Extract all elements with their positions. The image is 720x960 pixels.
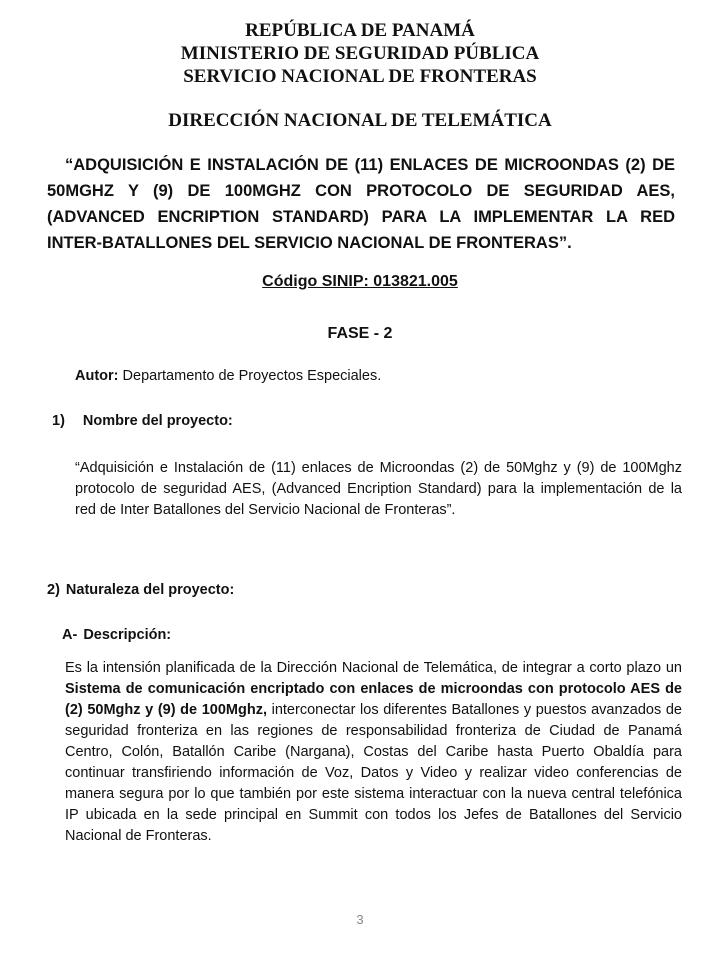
header-ministry: MINISTERIO DE SEGURIDAD PÚBLICA [180, 43, 540, 64]
header-country: REPÚBLICA DE PANAMÁ [245, 20, 475, 41]
header-service: SERVICIO NACIONAL DE FRONTERAS [183, 66, 537, 87]
section2-number: 2) [47, 582, 60, 598]
sinip-code: Código SINIP: 013821.005 [262, 273, 458, 290]
section1-body: “Adquisición e Instalación de (11) enlaces de Microondas (2) de 50Mghz y (9) de 100Mghz protocolo de seguridad AES, (Advanced Encription Standard) para la implementación de la red de Inter Batallones del Servicio Nacional de Fronteras”. [75, 460, 682, 518]
author-label: Autor: [75, 368, 119, 384]
project-title [47, 152, 675, 256]
subsectionA-title: Descripción: [83, 627, 172, 643]
phase-label: FASE - 2 [327, 325, 393, 342]
header-directorate: DIRECCIÓN NACIONAL DE TELEMÁTICA [168, 110, 552, 131]
subsectionA-heading [62, 627, 171, 643]
description-text-2: interconectar los diferentes Batallones y puestos avanzados de seguridad fronteriza en las regiones de responsabilidad fronteriza de Ciudad de Panamá Centro, Colón, Batallón Caribe (Nargana), Costas del Caribe hasta Puerto Obaldía para continuar transfiriendo información de Voz, Datos y Video y realizar video conferencias de manera segura por lo que también por este sistema interactuar con la nueva central telefónica IP ubicada en la sede principal en Summit con todos los Jefes de Batallones del Servicio Nacional de Fronteras. [65, 702, 683, 844]
section1-heading [52, 413, 233, 429]
project-title-text: “ADQUISICIÓN E INSTALACIÓN DE (11) ENLACES DE MICROONDAS (2) DE 50MGHZ Y (9) DE 100MGHZ CON PROTOCOLO DE SEGURIDAD AES, (ADVANCED ENCRIPTION STANDARD) PARA LA IMPLEMENTAR LA RED INTER-BATALLONES DEL SERVICIO NACIONAL DE FRONTERAS”. [47, 156, 675, 252]
description-text-1: Es la intensión planificada de la Dirección Nacional de Telemática, de integrar a corto plazo un [65, 660, 682, 676]
subsectionA-body [65, 658, 682, 847]
page-number: 3 [356, 912, 364, 927]
subsectionA-letter: A- [62, 627, 78, 643]
section1-title: Nombre del proyecto: [82, 413, 233, 429]
author-value: Departamento de Proyectos Especiales. [118, 368, 382, 384]
section1-number: 1) [52, 413, 65, 429]
description-text-bold: Sistema de comunicación encriptado con enlaces de microondas con protocolo AES de (2) 50Mghz y (9) de 100Mghz, [65, 681, 682, 718]
section2-title: Naturaleza del proyecto: [65, 582, 235, 598]
author-line [75, 368, 381, 384]
section2-heading [47, 582, 234, 598]
